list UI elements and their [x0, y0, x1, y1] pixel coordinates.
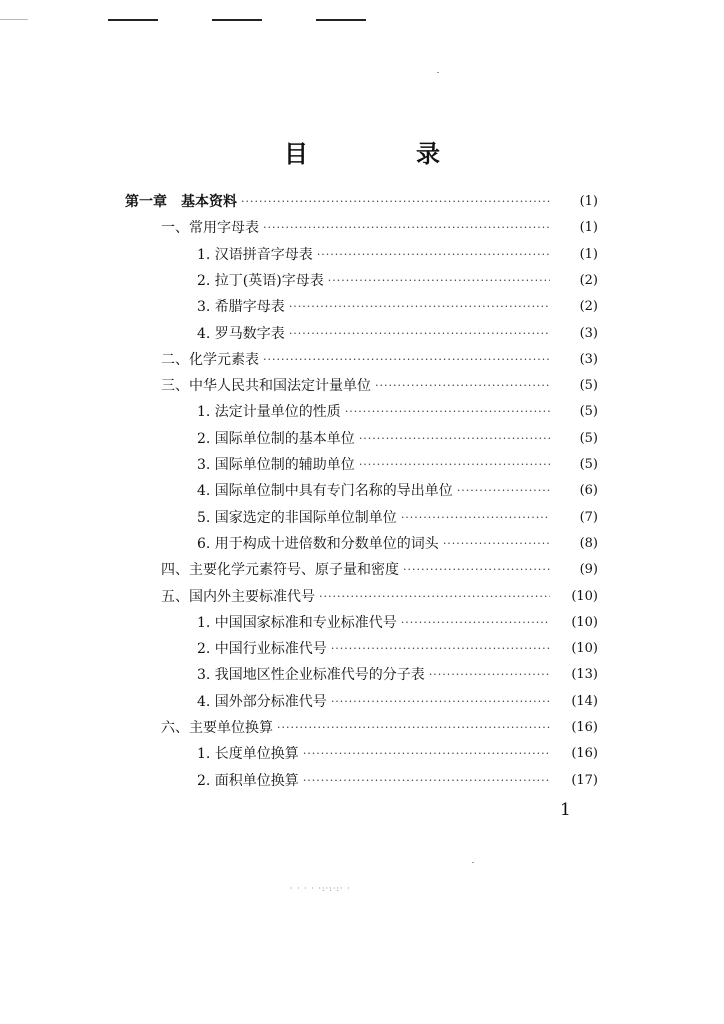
- toc-leader-dots: [319, 584, 550, 610]
- toc-entry-page: (7): [579, 510, 598, 525]
- toc-entry-page: (5): [579, 404, 598, 419]
- toc-entry-label: 二、化学元素表: [161, 352, 259, 368]
- toc-entry-page: (1): [579, 194, 598, 209]
- toc-leader-dots: [345, 399, 550, 425]
- toc-subsection: [197, 321, 598, 347]
- toc-entry-label: 一、常用字母表: [161, 220, 259, 236]
- scan-speck: [437, 72, 439, 73]
- toc-entry-page: (10): [571, 589, 598, 604]
- toc-leader-dots: [328, 268, 550, 294]
- page-number: 1: [560, 800, 571, 820]
- scan-artifact-line: [0, 19, 28, 20]
- toc-entry-label: 六、主要单位换算: [161, 720, 273, 736]
- scan-speck: [472, 862, 474, 863]
- toc-section: [161, 347, 598, 373]
- toc-subsection: [197, 452, 598, 478]
- toc-entry-page: (1): [579, 247, 598, 262]
- toc-subsection: [197, 478, 598, 504]
- toc-entry-label: 2. 国际单位制的基本单位: [197, 431, 355, 447]
- toc-entry-label: 2. 中国行业标准代号: [197, 641, 327, 657]
- toc-entry-label: 5. 国家选定的非国际单位制单位: [197, 510, 397, 526]
- toc-leader-dots: [359, 426, 550, 452]
- scan-artifact-line: [108, 19, 158, 21]
- toc-entry-label: 第一章 基本资料: [125, 194, 237, 210]
- toc-subsection: [197, 636, 598, 662]
- toc-entry-page: (2): [579, 299, 598, 314]
- toc-entry-page: (14): [571, 694, 598, 709]
- toc-entry-label: 1. 中国国家标准和专业标准代号: [197, 615, 397, 631]
- toc-entry-page: (5): [579, 431, 598, 446]
- toc-entry-label: 4. 国际单位制中具有专门名称的导出单位: [197, 483, 453, 499]
- toc-entry-label: 6. 用于构成十进倍数和分数单位的词头: [197, 536, 439, 552]
- toc-entry-page: (17): [571, 773, 598, 788]
- toc-subsection: [197, 242, 598, 268]
- toc-leader-dots: [401, 610, 550, 636]
- toc-subsection: [197, 662, 598, 688]
- toc-entry-label: 3. 希腊字母表: [197, 299, 285, 315]
- toc-section: [161, 215, 598, 241]
- toc-entry-page: (3): [579, 352, 598, 367]
- toc-leader-dots: [443, 531, 550, 557]
- toc-leader-dots: [289, 294, 550, 320]
- toc-leader-dots: [277, 715, 550, 741]
- toc-entry-page: (16): [571, 720, 598, 735]
- toc-leader-dots: [263, 215, 550, 241]
- toc-section: [161, 557, 598, 583]
- toc-entry-page: (13): [571, 667, 598, 682]
- toc-leader-dots: [375, 373, 550, 399]
- toc-entry-label: 三、中华人民共和国法定计量单位: [161, 378, 371, 394]
- toc-leader-dots: [289, 321, 550, 347]
- toc-entry-page: (5): [579, 378, 598, 393]
- toc-entry-page: (10): [571, 641, 598, 656]
- toc-entry-label: 3. 国际单位制的辅助单位: [197, 457, 355, 473]
- toc-leader-dots: [331, 689, 550, 715]
- toc-entry-page: (9): [579, 562, 598, 577]
- toc-entry-page: (8): [579, 536, 598, 551]
- toc-entry-label: 五、国内外主要标准代号: [161, 589, 315, 605]
- toc-entry-label: 1. 长度单位换算: [197, 746, 299, 762]
- toc-entry-page: (1): [579, 220, 598, 235]
- toc-subsection: [197, 399, 598, 425]
- toc-leader-dots: [429, 662, 550, 688]
- toc-subsection: [197, 531, 598, 557]
- toc-leader-dots: [303, 741, 550, 767]
- toc-section: [161, 373, 598, 399]
- toc-subsection: [197, 768, 598, 794]
- toc-section: [161, 584, 598, 610]
- toc-entry-label: 1. 汉语拼音字母表: [197, 247, 313, 263]
- toc-entry-page: (6): [579, 483, 598, 498]
- toc-leader-dots: [263, 347, 550, 373]
- toc-leader-dots: [331, 636, 550, 662]
- toc-chapter: [125, 189, 598, 215]
- toc-leader-dots: [401, 505, 550, 531]
- scan-artifact-line: [212, 19, 262, 21]
- toc-entry-label: 2. 面积单位换算: [197, 773, 299, 789]
- toc-entry-label: 2. 拉丁(英语)字母表: [197, 273, 324, 289]
- toc-entry-label: 3. 我国地区性企业标准代号的分子表: [197, 667, 425, 683]
- toc-entry-page: (5): [579, 457, 598, 472]
- toc-entry-page: (2): [579, 273, 598, 288]
- toc-leader-dots: [359, 452, 550, 478]
- toc-subsection: [197, 689, 598, 715]
- toc-leader-dots: [317, 242, 550, 268]
- toc-subsection: [197, 294, 598, 320]
- toc-entry-page: (10): [571, 615, 598, 630]
- toc-subsection: [197, 741, 598, 767]
- toc-leader-dots: [303, 768, 550, 794]
- toc-entry-label: 四、主要化学元素符号、原子量和密度: [161, 562, 399, 578]
- toc-section: [161, 715, 598, 741]
- toc-entry-label: 4. 罗马数字表: [197, 326, 285, 342]
- toc-subsection: [197, 610, 598, 636]
- toc-entry-label: 4. 国外部分标准代号: [197, 694, 327, 710]
- scan-artifact-line: [316, 19, 366, 21]
- toc-entry-page: (3): [579, 326, 598, 341]
- toc-entry-label: 1. 法定计量单位的性质: [197, 404, 341, 420]
- toc-entry-page: (16): [571, 746, 598, 761]
- toc-subsection: [197, 505, 598, 531]
- scan-artifact-marks: · · · · ·:·:·:· ·: [290, 884, 351, 893]
- toc-subsection: [197, 426, 598, 452]
- toc-leader-dots: [403, 557, 550, 583]
- toc-leader-dots: [457, 478, 550, 504]
- page-title: 目 录: [284, 140, 482, 168]
- toc-leader-dots: [241, 189, 550, 215]
- toc-subsection: [197, 268, 598, 294]
